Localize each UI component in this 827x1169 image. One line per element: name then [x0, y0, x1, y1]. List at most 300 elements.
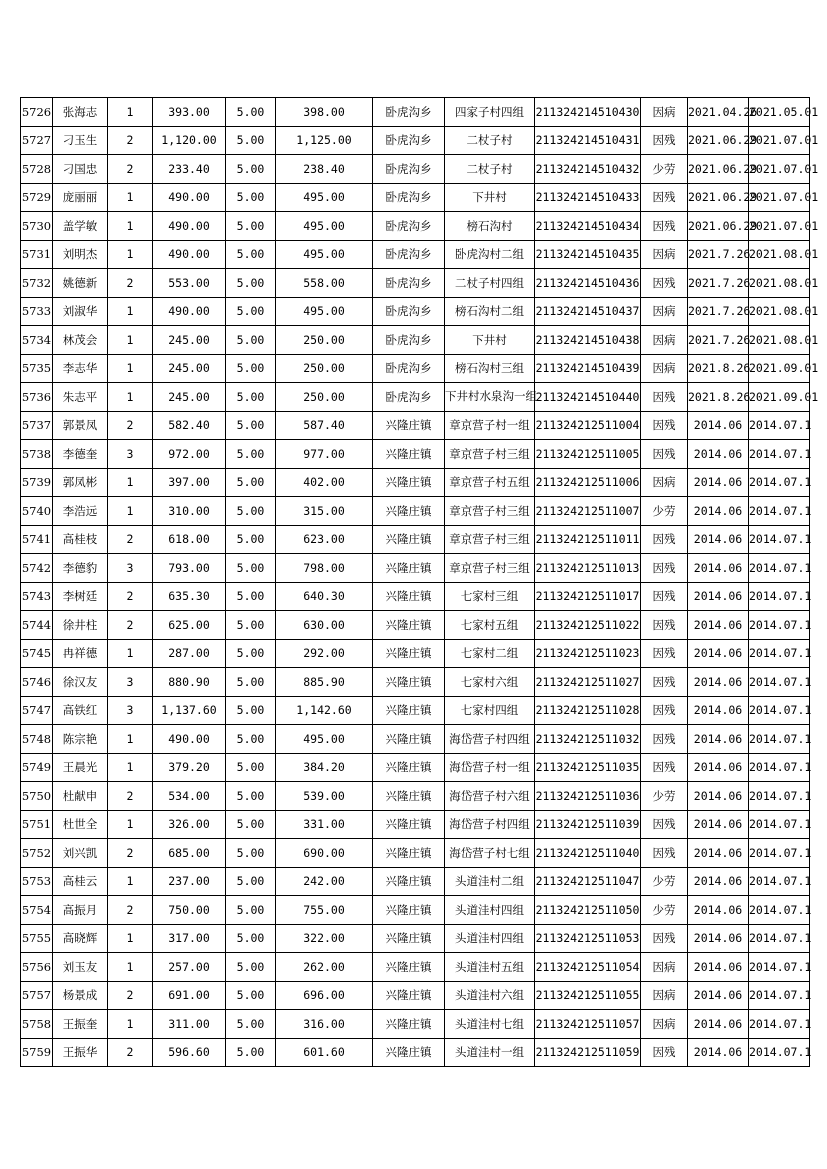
table-row	[21, 411, 810, 440]
base-amount-cell: 625.00	[153, 611, 226, 640]
poverty-reason-cell: 因残	[641, 639, 688, 668]
township-cell: 兴隆庄镇	[373, 981, 445, 1010]
base-amount-cell: 245.00	[153, 383, 226, 412]
payment-date-cell: 2014.07.1	[749, 668, 810, 697]
payment-date-cell: 2021.07.01	[749, 126, 810, 155]
row-number-cell: 5754	[21, 896, 53, 925]
extra-amount-cell: 5.00	[226, 554, 276, 583]
poverty-reason-cell: 少劳	[641, 155, 688, 184]
township-cell: 兴隆庄镇	[373, 639, 445, 668]
recipient-name-cell: 盖学敏	[53, 212, 108, 241]
township-cell: 兴隆庄镇	[373, 725, 445, 754]
start-date-cell: 2021.7.26	[688, 269, 749, 298]
total-amount-cell: 250.00	[276, 383, 373, 412]
poverty-reason-cell: 因病	[641, 240, 688, 269]
base-amount-cell: 245.00	[153, 326, 226, 355]
recipient-name-cell: 杨景成	[53, 981, 108, 1010]
village-cell: 海岱营子村四组	[445, 725, 535, 754]
table-row	[21, 582, 810, 611]
poverty-reason-cell: 少劳	[641, 497, 688, 526]
table-row	[21, 896, 810, 925]
start-date-cell: 2014.06	[688, 953, 749, 982]
extra-amount-cell: 5.00	[226, 240, 276, 269]
start-date-cell: 2014.06	[688, 554, 749, 583]
row-number-cell: 5747	[21, 696, 53, 725]
household-size-cell: 1	[108, 98, 153, 127]
village-cell: 七家村六组	[445, 668, 535, 697]
poverty-reason-cell: 因残	[641, 839, 688, 868]
total-amount-cell: 1,125.00	[276, 126, 373, 155]
start-date-cell: 2014.06	[688, 497, 749, 526]
extra-amount-cell: 5.00	[226, 326, 276, 355]
row-number-cell: 5740	[21, 497, 53, 526]
village-cell: 海岱营子村四组	[445, 810, 535, 839]
township-cell: 卧虎沟乡	[373, 326, 445, 355]
recipient-name-cell: 张海志	[53, 98, 108, 127]
row-number-cell: 5738	[21, 440, 53, 469]
base-amount-cell: 691.00	[153, 981, 226, 1010]
poverty-reason-cell: 因病	[641, 297, 688, 326]
base-amount-cell: 750.00	[153, 896, 226, 925]
payment-date-cell: 2014.07.1	[749, 1038, 810, 1067]
village-cell: 章京营子村一组	[445, 411, 535, 440]
payment-date-cell: 2014.07.1	[749, 896, 810, 925]
extra-amount-cell: 5.00	[226, 611, 276, 640]
payment-date-cell: 2021.07.01	[749, 155, 810, 184]
total-amount-cell: 402.00	[276, 468, 373, 497]
table-row	[21, 155, 810, 184]
base-amount-cell: 618.00	[153, 525, 226, 554]
start-date-cell: 2021.04.26	[688, 98, 749, 127]
table-row	[21, 354, 810, 383]
household-size-cell: 1	[108, 354, 153, 383]
recipient-name-cell: 郭景凤	[53, 411, 108, 440]
table-row	[21, 98, 810, 127]
household-size-cell: 3	[108, 696, 153, 725]
base-amount-cell: 379.20	[153, 753, 226, 782]
base-amount-cell: 972.00	[153, 440, 226, 469]
poverty-reason-cell: 少劳	[641, 896, 688, 925]
township-cell: 兴隆庄镇	[373, 497, 445, 526]
recipient-name-cell: 李树廷	[53, 582, 108, 611]
extra-amount-cell: 5.00	[226, 839, 276, 868]
table-row	[21, 1010, 810, 1039]
village-cell: 海岱营子村六组	[445, 782, 535, 811]
household-size-cell: 2	[108, 525, 153, 554]
township-cell: 卧虎沟乡	[373, 183, 445, 212]
household-id-cell: 211324212511013	[535, 554, 641, 583]
base-amount-cell: 635.30	[153, 582, 226, 611]
household-id-cell: 211324212511054	[535, 953, 641, 982]
household-size-cell: 2	[108, 582, 153, 611]
poverty-reason-cell: 因病	[641, 468, 688, 497]
start-date-cell: 2014.06	[688, 896, 749, 925]
extra-amount-cell: 5.00	[226, 1038, 276, 1067]
table-row	[21, 326, 810, 355]
row-number-cell: 5729	[21, 183, 53, 212]
village-cell: 章京营子村三组	[445, 440, 535, 469]
household-id-cell: 211324212511011	[535, 525, 641, 554]
start-date-cell: 2014.06	[688, 753, 749, 782]
village-cell: 头道洼村六组	[445, 981, 535, 1010]
base-amount-cell: 237.00	[153, 867, 226, 896]
household-id-cell: 211324212511036	[535, 782, 641, 811]
payment-date-cell: 2014.07.1	[749, 525, 810, 554]
table-row	[21, 953, 810, 982]
household-size-cell: 1	[108, 1010, 153, 1039]
row-number-cell: 5741	[21, 525, 53, 554]
recipient-name-cell: 刘明杰	[53, 240, 108, 269]
table-row	[21, 782, 810, 811]
household-size-cell: 1	[108, 297, 153, 326]
base-amount-cell: 257.00	[153, 953, 226, 982]
village-cell: 七家村三组	[445, 582, 535, 611]
township-cell: 卧虎沟乡	[373, 269, 445, 298]
total-amount-cell: 316.00	[276, 1010, 373, 1039]
extra-amount-cell: 5.00	[226, 896, 276, 925]
household-size-cell: 1	[108, 725, 153, 754]
extra-amount-cell: 5.00	[226, 924, 276, 953]
village-cell: 榜石沟村三组	[445, 354, 535, 383]
township-cell: 兴隆庄镇	[373, 1010, 445, 1039]
recipient-name-cell: 庞丽丽	[53, 183, 108, 212]
township-cell: 兴隆庄镇	[373, 582, 445, 611]
township-cell: 兴隆庄镇	[373, 411, 445, 440]
row-number-cell: 5750	[21, 782, 53, 811]
extra-amount-cell: 5.00	[226, 354, 276, 383]
table-row	[21, 668, 810, 697]
payment-date-cell: 2021.07.01	[749, 212, 810, 241]
household-id-cell: 211324212511027	[535, 668, 641, 697]
extra-amount-cell: 5.00	[226, 953, 276, 982]
payment-date-cell: 2014.07.1	[749, 696, 810, 725]
table-row	[21, 212, 810, 241]
table-row	[21, 753, 810, 782]
poverty-reason-cell: 因残	[641, 212, 688, 241]
township-cell: 兴隆庄镇	[373, 525, 445, 554]
extra-amount-cell: 5.00	[226, 668, 276, 697]
total-amount-cell: 623.00	[276, 525, 373, 554]
recipient-name-cell: 陈宗艳	[53, 725, 108, 754]
row-number-cell: 5744	[21, 611, 53, 640]
table-row	[21, 981, 810, 1010]
village-cell: 章京营子村三组	[445, 554, 535, 583]
extra-amount-cell: 5.00	[226, 440, 276, 469]
recipient-name-cell: 李德豹	[53, 554, 108, 583]
poverty-reason-cell: 因病	[641, 953, 688, 982]
recipient-name-cell: 刘淑华	[53, 297, 108, 326]
table-row	[21, 440, 810, 469]
payment-date-cell: 2014.07.1	[749, 497, 810, 526]
base-amount-cell: 311.00	[153, 1010, 226, 1039]
total-amount-cell: 690.00	[276, 839, 373, 868]
row-number-cell: 5745	[21, 639, 53, 668]
household-size-cell: 1	[108, 468, 153, 497]
recipient-name-cell: 王晨光	[53, 753, 108, 782]
recipient-name-cell: 徐汉友	[53, 668, 108, 697]
extra-amount-cell: 5.00	[226, 269, 276, 298]
village-cell: 章京营子村五组	[445, 468, 535, 497]
row-number-cell: 5731	[21, 240, 53, 269]
base-amount-cell: 490.00	[153, 212, 226, 241]
recipient-name-cell: 杜世全	[53, 810, 108, 839]
village-cell: 榜石沟村	[445, 212, 535, 241]
row-number-cell: 5732	[21, 269, 53, 298]
household-id-cell: 211324214510440	[535, 383, 641, 412]
row-number-cell: 5748	[21, 725, 53, 754]
household-size-cell: 1	[108, 183, 153, 212]
village-cell: 榜石沟村二组	[445, 297, 535, 326]
payment-date-cell: 2021.08.01	[749, 269, 810, 298]
start-date-cell: 2014.06	[688, 611, 749, 640]
township-cell: 卧虎沟乡	[373, 212, 445, 241]
base-amount-cell: 393.00	[153, 98, 226, 127]
payment-date-cell: 2014.07.1	[749, 440, 810, 469]
household-size-cell: 2	[108, 126, 153, 155]
total-amount-cell: 331.00	[276, 810, 373, 839]
start-date-cell: 2014.06	[688, 1010, 749, 1039]
household-id-cell: 211324212511007	[535, 497, 641, 526]
household-id-cell: 211324214510438	[535, 326, 641, 355]
payment-date-cell: 2014.07.1	[749, 839, 810, 868]
table-row	[21, 468, 810, 497]
base-amount-cell: 233.40	[153, 155, 226, 184]
start-date-cell: 2014.06	[688, 668, 749, 697]
base-amount-cell: 1,120.00	[153, 126, 226, 155]
payment-date-cell: 2014.07.1	[749, 924, 810, 953]
recipient-name-cell: 高铁红	[53, 696, 108, 725]
table-row	[21, 183, 810, 212]
start-date-cell: 2021.06.29	[688, 183, 749, 212]
household-id-cell: 211324214510437	[535, 297, 641, 326]
start-date-cell: 2014.06	[688, 696, 749, 725]
total-amount-cell: 601.60	[276, 1038, 373, 1067]
poverty-reason-cell: 因残	[641, 383, 688, 412]
household-size-cell: 2	[108, 611, 153, 640]
base-amount-cell: 287.00	[153, 639, 226, 668]
poverty-reason-cell: 因残	[641, 753, 688, 782]
household-size-cell: 2	[108, 411, 153, 440]
row-number-cell: 5742	[21, 554, 53, 583]
total-amount-cell: 292.00	[276, 639, 373, 668]
start-date-cell: 2014.06	[688, 525, 749, 554]
recipient-name-cell: 林茂会	[53, 326, 108, 355]
household-size-cell: 3	[108, 554, 153, 583]
village-cell: 海岱营子村一组	[445, 753, 535, 782]
row-number-cell: 5757	[21, 981, 53, 1010]
payment-date-cell: 2014.07.1	[749, 639, 810, 668]
row-number-cell: 5759	[21, 1038, 53, 1067]
total-amount-cell: 315.00	[276, 497, 373, 526]
row-number-cell: 5739	[21, 468, 53, 497]
payment-date-cell: 2014.07.1	[749, 725, 810, 754]
total-amount-cell: 238.40	[276, 155, 373, 184]
table-row	[21, 696, 810, 725]
total-amount-cell: 630.00	[276, 611, 373, 640]
village-cell: 七家村二组	[445, 639, 535, 668]
poverty-reason-cell: 因残	[641, 183, 688, 212]
payment-date-cell: 2014.07.1	[749, 582, 810, 611]
poverty-reason-cell: 因残	[641, 126, 688, 155]
base-amount-cell: 793.00	[153, 554, 226, 583]
recipient-name-cell: 李浩远	[53, 497, 108, 526]
start-date-cell: 2014.06	[688, 924, 749, 953]
recipient-name-cell: 杜献申	[53, 782, 108, 811]
extra-amount-cell: 5.00	[226, 725, 276, 754]
table-row	[21, 867, 810, 896]
row-number-cell: 5726	[21, 98, 53, 127]
payment-date-cell: 2021.05.01	[749, 98, 810, 127]
poverty-reason-cell: 少劳	[641, 782, 688, 811]
start-date-cell: 2014.06	[688, 440, 749, 469]
total-amount-cell: 587.40	[276, 411, 373, 440]
household-size-cell: 1	[108, 924, 153, 953]
start-date-cell: 2014.06	[688, 810, 749, 839]
recipient-name-cell: 刁玉生	[53, 126, 108, 155]
payment-date-cell: 2014.07.1	[749, 753, 810, 782]
household-id-cell: 211324212511022	[535, 611, 641, 640]
table-row	[21, 924, 810, 953]
recipient-name-cell: 高桂云	[53, 867, 108, 896]
row-number-cell: 5730	[21, 212, 53, 241]
recipient-name-cell: 李德奎	[53, 440, 108, 469]
recipient-name-cell: 刘玉友	[53, 953, 108, 982]
extra-amount-cell: 5.00	[226, 810, 276, 839]
table-row	[21, 497, 810, 526]
township-cell: 兴隆庄镇	[373, 753, 445, 782]
recipient-name-cell: 李志华	[53, 354, 108, 383]
base-amount-cell: 685.00	[153, 839, 226, 868]
township-cell: 卧虎沟乡	[373, 155, 445, 184]
table-row	[21, 269, 810, 298]
extra-amount-cell: 5.00	[226, 867, 276, 896]
household-id-cell: 211324214510434	[535, 212, 641, 241]
payment-date-cell: 2021.07.01	[749, 183, 810, 212]
household-size-cell: 1	[108, 240, 153, 269]
household-size-cell: 2	[108, 782, 153, 811]
township-cell: 兴隆庄镇	[373, 611, 445, 640]
village-cell: 七家村四组	[445, 696, 535, 725]
household-id-cell: 211324214510433	[535, 183, 641, 212]
household-id-cell: 211324212511040	[535, 839, 641, 868]
recipient-name-cell: 郭凤彬	[53, 468, 108, 497]
recipient-name-cell: 刘兴凯	[53, 839, 108, 868]
total-amount-cell: 539.00	[276, 782, 373, 811]
total-amount-cell: 885.90	[276, 668, 373, 697]
township-cell: 卧虎沟乡	[373, 383, 445, 412]
village-cell: 章京营子村三组	[445, 497, 535, 526]
household-size-cell: 1	[108, 753, 153, 782]
poverty-reason-cell: 因残	[641, 668, 688, 697]
total-amount-cell: 755.00	[276, 896, 373, 925]
village-cell: 头道洼村二组	[445, 867, 535, 896]
base-amount-cell: 310.00	[153, 497, 226, 526]
poverty-reason-cell: 因残	[641, 810, 688, 839]
poverty-reason-cell: 因残	[641, 269, 688, 298]
extra-amount-cell: 5.00	[226, 183, 276, 212]
recipient-name-cell: 朱志平	[53, 383, 108, 412]
household-size-cell: 2	[108, 896, 153, 925]
township-cell: 兴隆庄镇	[373, 782, 445, 811]
total-amount-cell: 495.00	[276, 725, 373, 754]
recipient-name-cell: 王振奎	[53, 1010, 108, 1039]
extra-amount-cell: 5.00	[226, 639, 276, 668]
payment-date-cell: 2014.07.1	[749, 782, 810, 811]
poverty-reason-cell: 因病	[641, 354, 688, 383]
township-cell: 兴隆庄镇	[373, 924, 445, 953]
extra-amount-cell: 5.00	[226, 126, 276, 155]
village-cell: 头道洼村七组	[445, 1010, 535, 1039]
start-date-cell: 2021.7.26	[688, 326, 749, 355]
base-amount-cell: 490.00	[153, 240, 226, 269]
household-id-cell: 211324214510435	[535, 240, 641, 269]
base-amount-cell: 317.00	[153, 924, 226, 953]
household-size-cell: 1	[108, 953, 153, 982]
village-cell: 头道洼村五组	[445, 953, 535, 982]
household-id-cell: 211324212511017	[535, 582, 641, 611]
row-number-cell: 5758	[21, 1010, 53, 1039]
household-id-cell: 211324212511028	[535, 696, 641, 725]
household-id-cell: 211324212511023	[535, 639, 641, 668]
recipient-name-cell: 姚德新	[53, 269, 108, 298]
row-number-cell: 5743	[21, 582, 53, 611]
row-number-cell: 5737	[21, 411, 53, 440]
extra-amount-cell: 5.00	[226, 468, 276, 497]
payment-date-cell: 2021.09.01	[749, 354, 810, 383]
start-date-cell: 2014.06	[688, 1038, 749, 1067]
household-size-cell: 1	[108, 383, 153, 412]
recipient-name-cell: 刁国忠	[53, 155, 108, 184]
row-number-cell: 5734	[21, 326, 53, 355]
household-id-cell: 211324212511053	[535, 924, 641, 953]
payment-date-cell: 2014.07.1	[749, 953, 810, 982]
township-cell: 兴隆庄镇	[373, 896, 445, 925]
recipient-name-cell: 王振华	[53, 1038, 108, 1067]
township-cell: 兴隆庄镇	[373, 810, 445, 839]
payment-date-cell: 2021.08.01	[749, 297, 810, 326]
table-row	[21, 1038, 810, 1067]
total-amount-cell: 250.00	[276, 354, 373, 383]
row-number-cell: 5753	[21, 867, 53, 896]
row-number-cell: 5727	[21, 126, 53, 155]
township-cell: 兴隆庄镇	[373, 1038, 445, 1067]
village-cell: 头道洼村一组	[445, 1038, 535, 1067]
extra-amount-cell: 5.00	[226, 383, 276, 412]
household-size-cell: 2	[108, 155, 153, 184]
household-id-cell: 211324212511055	[535, 981, 641, 1010]
household-size-cell: 1	[108, 497, 153, 526]
table-row	[21, 525, 810, 554]
table-body	[21, 98, 819, 1067]
total-amount-cell: 696.00	[276, 981, 373, 1010]
base-amount-cell: 880.90	[153, 668, 226, 697]
township-cell: 兴隆庄镇	[373, 554, 445, 583]
township-cell: 兴隆庄镇	[373, 440, 445, 469]
household-id-cell: 211324214510431	[535, 126, 641, 155]
payment-date-cell: 2014.07.1	[749, 554, 810, 583]
household-id-cell: 211324212511032	[535, 725, 641, 754]
start-date-cell: 2021.06.29	[688, 212, 749, 241]
base-amount-cell: 490.00	[153, 725, 226, 754]
poverty-reason-cell: 因残	[641, 725, 688, 754]
relief-roster-table	[20, 97, 819, 1067]
extra-amount-cell: 5.00	[226, 155, 276, 184]
household-id-cell: 211324212511006	[535, 468, 641, 497]
village-cell: 头道洼村四组	[445, 896, 535, 925]
recipient-name-cell: 徐井柱	[53, 611, 108, 640]
start-date-cell: 2021.8.26	[688, 383, 749, 412]
household-id-cell: 211324212511047	[535, 867, 641, 896]
